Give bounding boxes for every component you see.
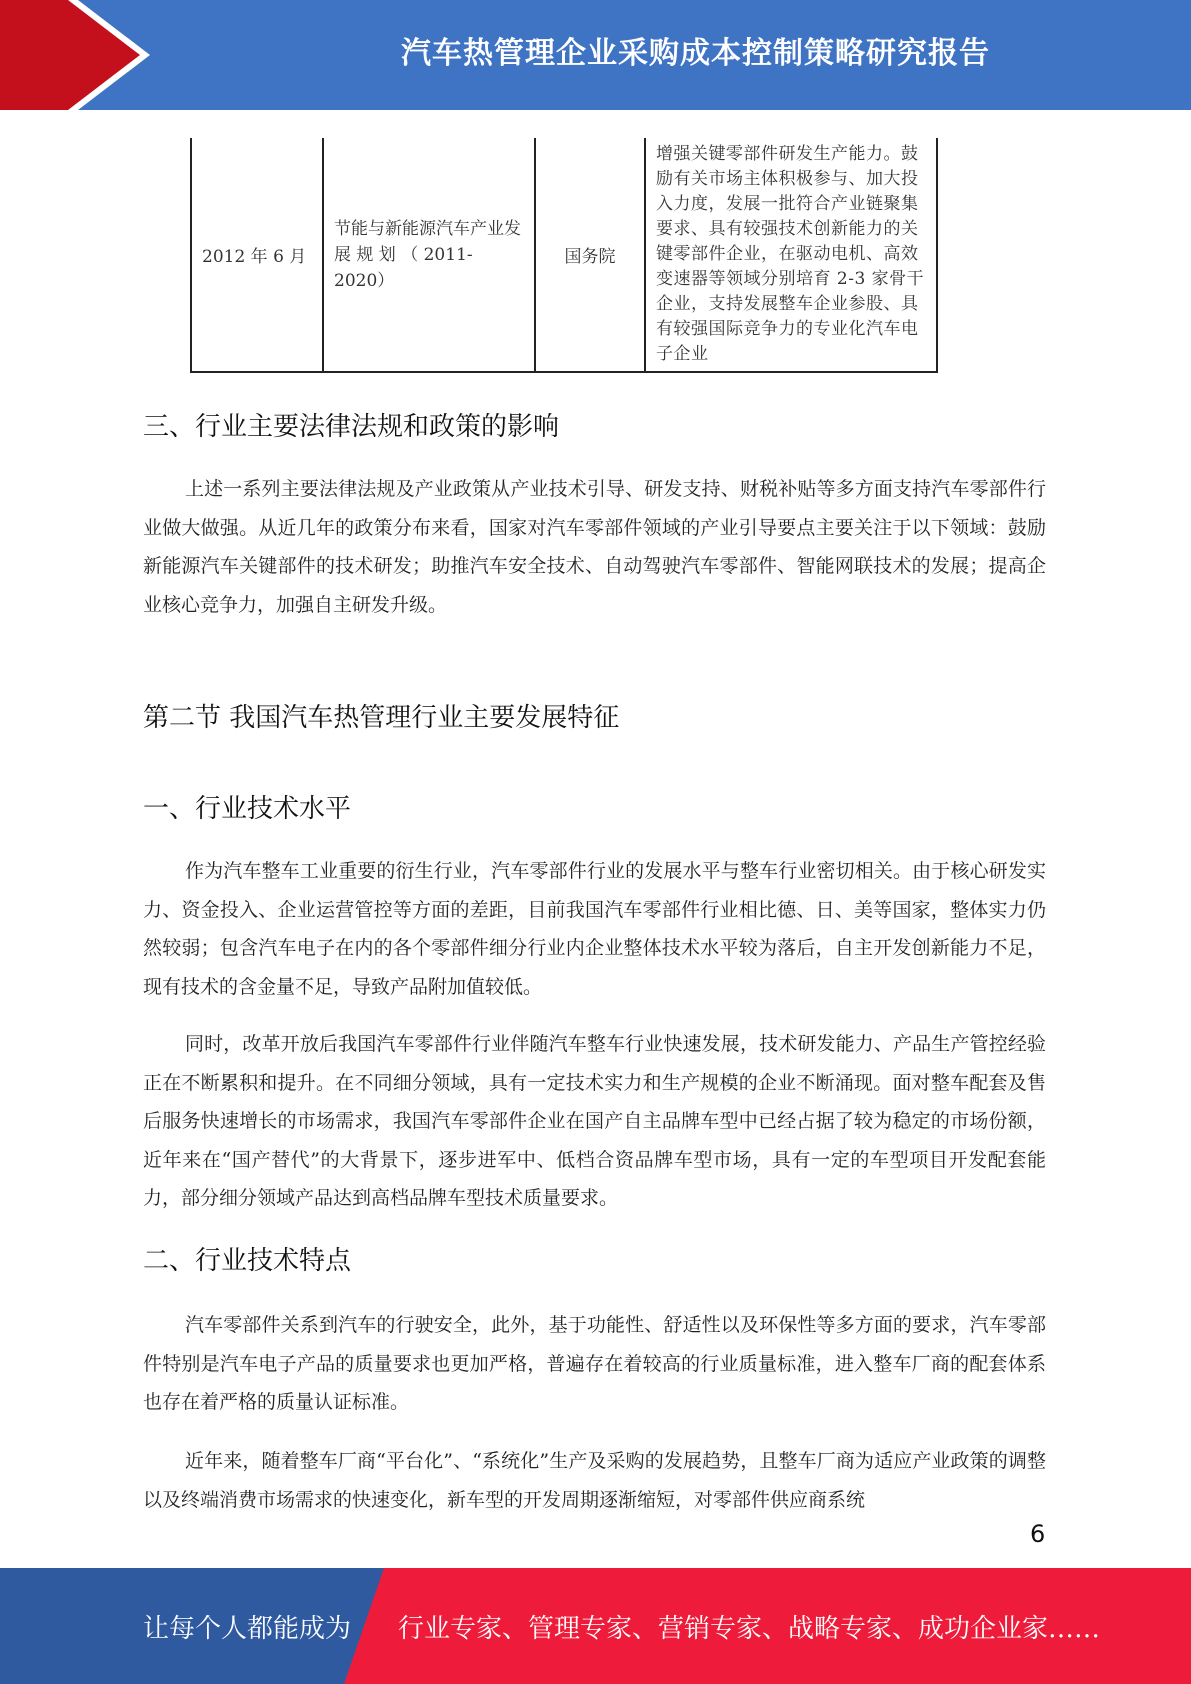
chapter-title: 第二节 我国汽车热管理行业主要发展特征 <box>143 703 620 733</box>
paragraph-tech-level-2: 同时，改革开放后我国汽车零部件行业伴随汽车整车行业快速发展，技术研发能力、产品生产管控经验正在不断累积和提升。在不同细分领域，具有一定技术实力和生产规模的企业不断涌现。面对整车配套及售后服务快速增长的市场需求，我国汽车零部件企业在国产自主品牌车型中已经占据了较为稳定的市场份额，近年来在“国产替代”的大背景下，逐步进军中、低档合资品牌车型市场，具有一定的车型项目开发配套能力，部分细分领域产品达到高档品牌车型技术质量要求。 <box>143 1033 1046 1209</box>
footer-slogan-left: 让每个人都能成为 <box>143 1614 352 1644</box>
report-title: 汽车热管理企业采购成本控制策略研究报告 <box>401 36 990 71</box>
paragraph-tech-level-1: 作为汽车整车工业重要的衍生行业，汽车零部件行业的发展水平与整车行业密切相关。由于核心研发实力、资金投入、企业运营管控等方面的差距，目前我国汽车零部件行业相比德、日、美等国家，整体实力仍然较弱；包含汽车电子在内的各个零部件细分行业内企业整体技术水平较为落后，自主开发创新能力不足，现有技术的含金量不足，导致产品附加值较低。 <box>143 860 1046 998</box>
policy-name-cell: 节能与新能源汽车产业发 展 规 划 （ 2011-2020） <box>323 138 535 372</box>
policy-table <box>190 138 938 373</box>
paragraph-policy-impact: 上述一系列主要法律法规及产业政策从产业技术引导、研发支持、财税补贴等多方面支持汽车零部件行业做大做强。从近几年的政策分布来看，国家对汽车零部件领域的产业引导要点主要关注于以下领域：鼓励新能源汽车关键部件的技术研发；助推汽车安全技术、自动驾驶汽车零部件、智能网联技术的发展；提高企业核心竞争力，加强自主研发升级。 <box>143 478 1046 616</box>
section-title-tech-features: 二、行业技术特点 <box>143 1246 352 1276</box>
page-footer <box>0 1568 1191 1684</box>
paragraph-tech-features-1: 汽车零部件关系到汽车的行驶安全，此外，基于功能性、舒适性以及环保性等多方面的要求，汽车零部件特别是汽车电子产品的质量要求也更加严格，普遍存在着较高的行业质量标准，进入整车厂商的配套体系也存在着严格的质量认证标准。 <box>143 1314 1046 1413</box>
footer-slogan-right: 行业专家、管理专家、营销专家、战略专家、成功企业家…… <box>398 1614 1101 1644</box>
policy-date-cell: 2012 年 6 月 <box>191 138 323 372</box>
policy-content-cell: 增强关键零部件研发生产能力。鼓励有关市场主体积极参与、加大投入力度，发展一批符合产业链聚集要求、具有较强技术创新能力的关键零部件企业，在驱动电机、高效变速器等领域分别培育 2-3 家骨干企业，支持发展整车企业参股、具有较强国际竞争力的专业化汽车电子企业 <box>645 138 937 372</box>
paragraph-tech-features-2: 近年来，随着整车厂商“平台化”、“系统化”生产及采购的发展趋势，且整车厂商为适应产业政策的调整以及终端消费市场需求的快速变化，新车型的开发周期逐渐缩短，对零部件供应商系统 <box>143 1450 1046 1511</box>
page-number: 6 <box>1030 1520 1046 1548</box>
policy-issuer-cell: 国务院 <box>535 138 645 372</box>
header-chevron-icon <box>0 0 140 110</box>
section-title-policy-impact: 三、行业主要法律法规和政策的影响 <box>143 412 560 442</box>
page-header <box>0 0 1191 110</box>
table-row <box>191 138 937 372</box>
section-title-tech-level: 一、行业技术水平 <box>143 794 352 824</box>
